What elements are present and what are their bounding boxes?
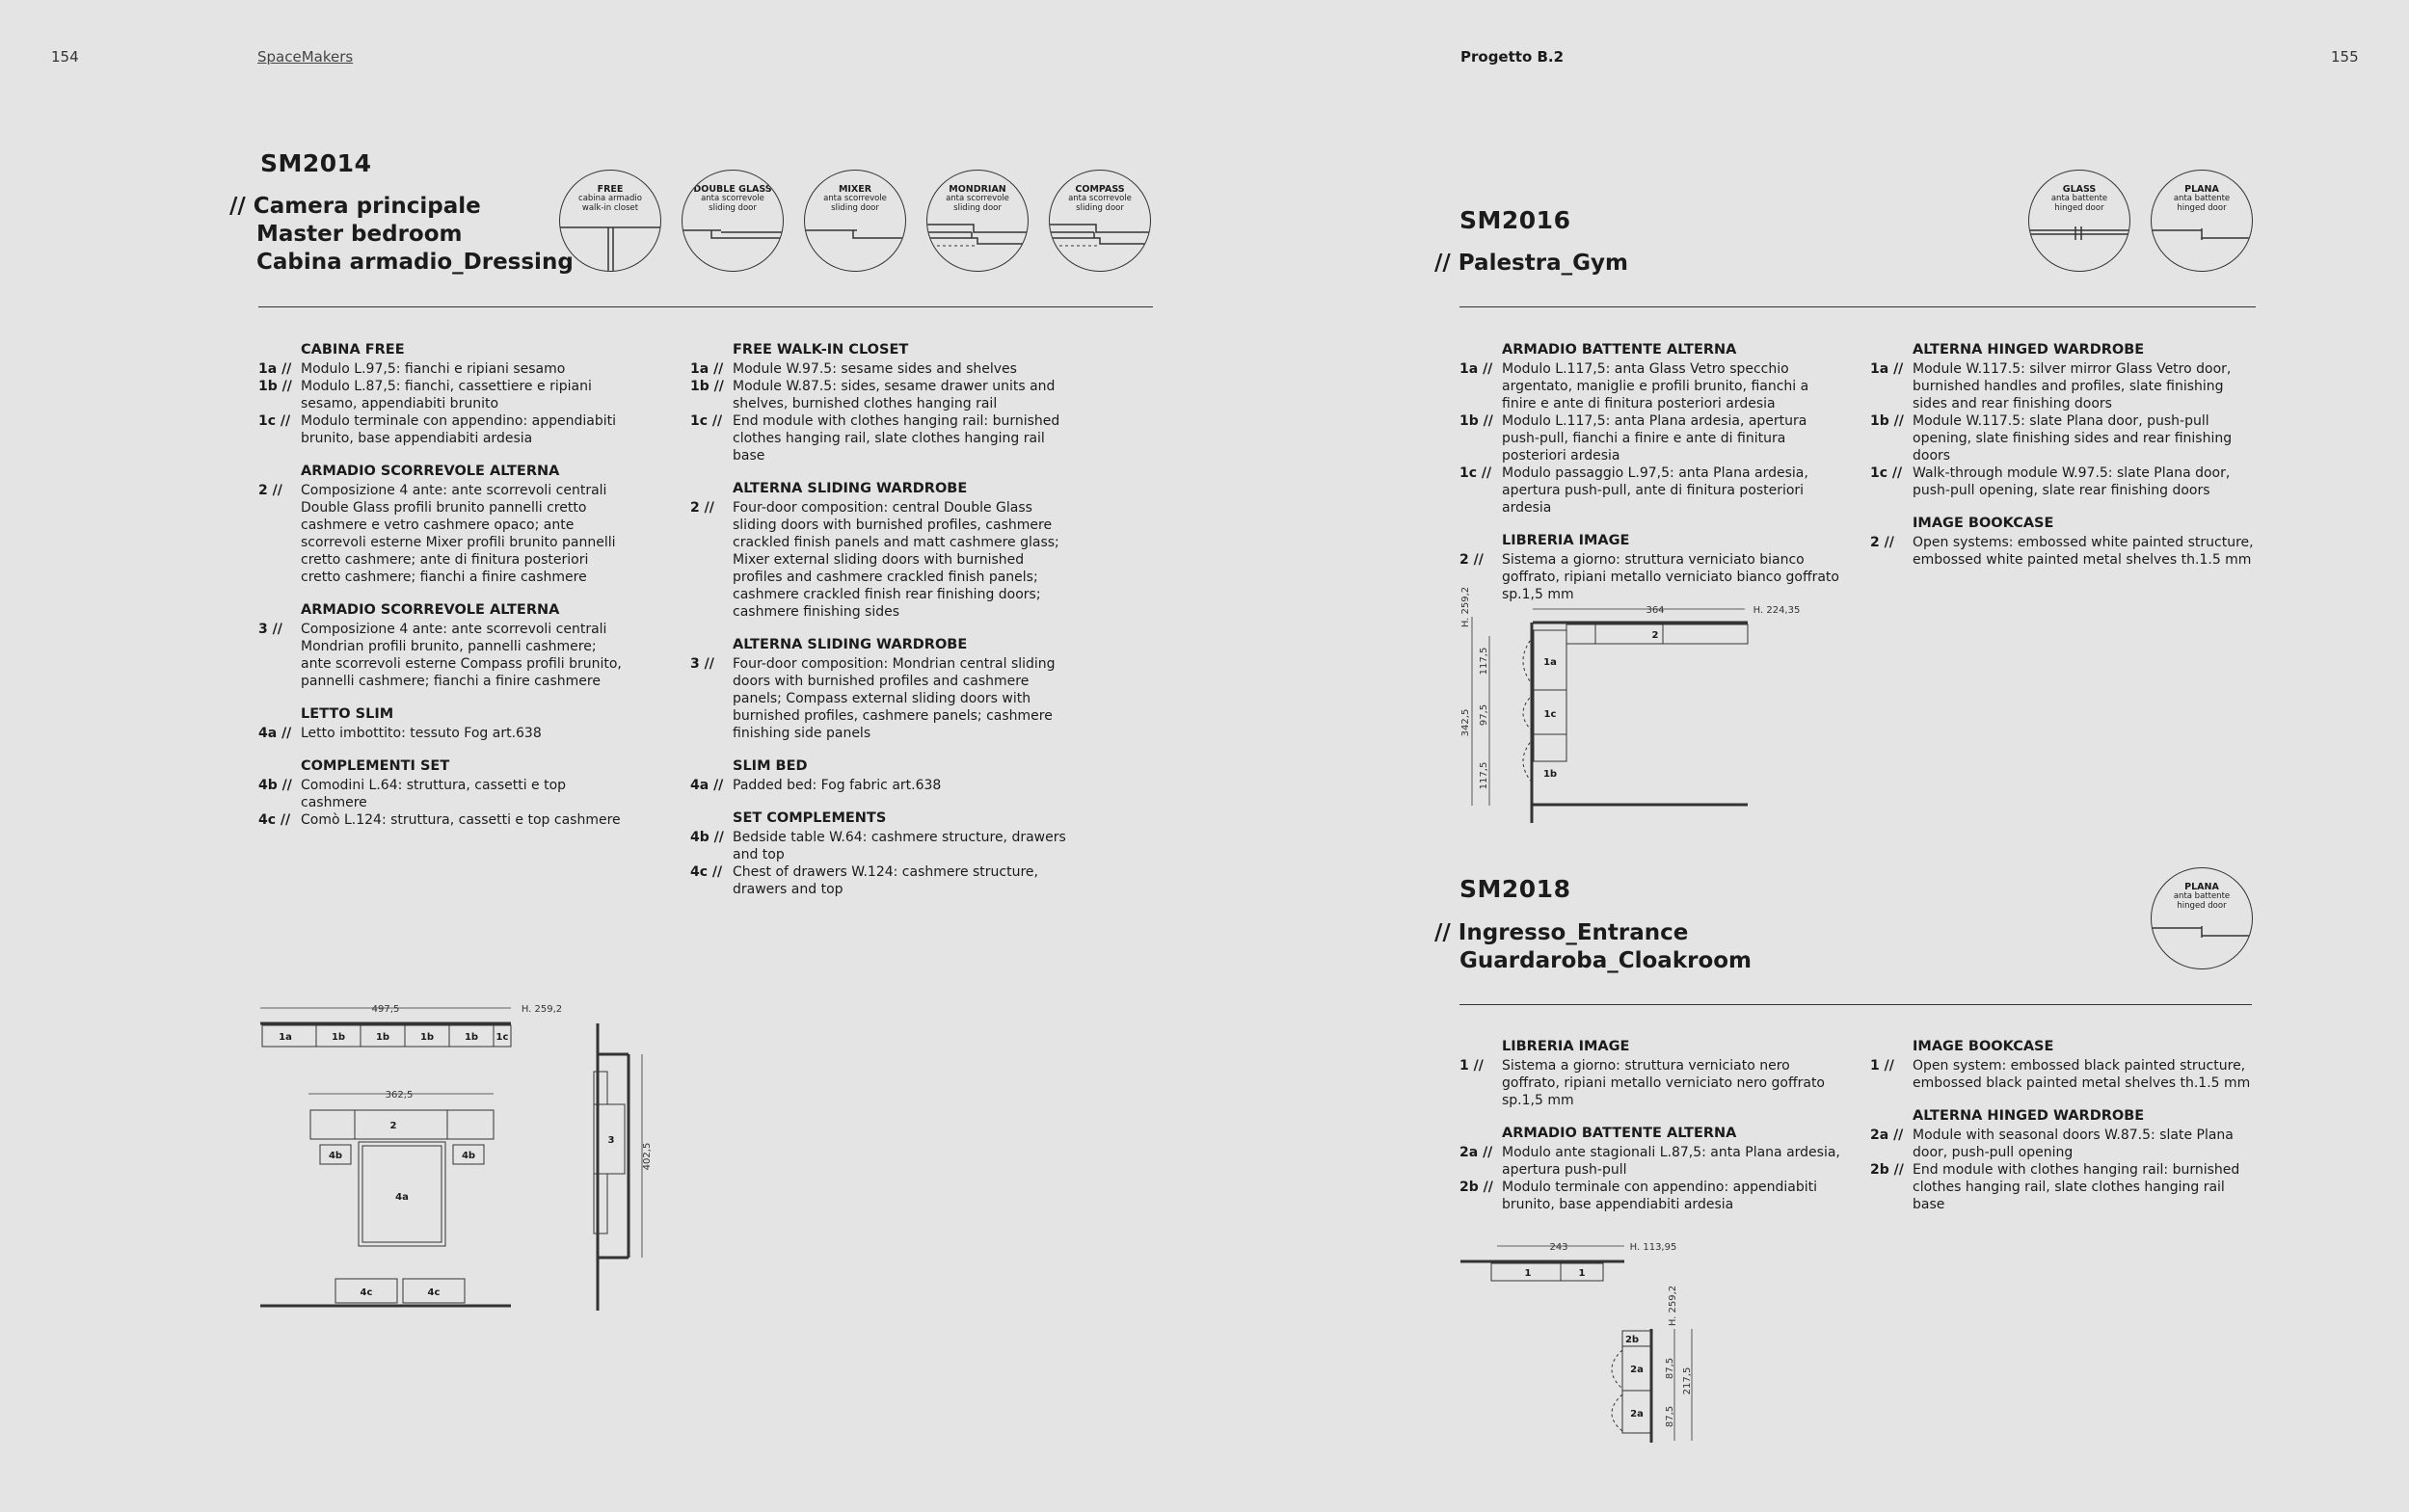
spec-section: [258, 463, 625, 586]
sm2018-floor-plan: [1451, 1229, 1740, 1450]
door-desc: cabina armadio walk-in closet: [578, 194, 642, 213]
sm2016-divider: [1459, 306, 2256, 307]
item-text: Module W.97.5: sesame sides and shelves: [733, 361, 1017, 377]
spec-item: [258, 621, 625, 690]
mondrian-door-icon: [927, 171, 1028, 271]
item-text: Sistema a giorno: struttura verniciato nero goffrato, ripiani metallo verniciato nero goffrato sp.1,5 mm: [1502, 1058, 1825, 1108]
item-text: Comodini L.64: struttura, cassetti e top cashmere: [301, 778, 567, 810]
item-number: 1c //: [1459, 465, 1492, 481]
section-title: IMAGE BOOKCASE: [1913, 516, 2054, 531]
item-text: End module with clothes hanging rail: burnished clothes hanging rail, slate clothes hanging rail base: [733, 413, 1060, 464]
spec-item: [1459, 360, 1845, 412]
section-title: ALTERNA SLIDING WARDROBE: [733, 637, 968, 652]
dim-bed: 362,5: [385, 1090, 414, 1101]
item-number: 1c //: [690, 413, 723, 429]
module-label: 1b: [1542, 769, 1558, 780]
item-text: Module W.87.5: sides, sesame drawer units and shelves, burnished clothes hanging rail: [733, 379, 1056, 411]
dim-seg: 87,5: [1665, 1357, 1675, 1380]
item-number: 4b //: [258, 778, 292, 793]
plana-door-icon: [2152, 868, 2252, 968]
sm2014-code: SM2014: [260, 149, 372, 177]
spec-section: [690, 636, 1076, 742]
spec-section: [690, 809, 1076, 898]
item-text: Modulo passaggio L.97,5: anta Plana ardesia, apertura push-pull, ante di finitura posteriori ardesia: [1502, 465, 1808, 516]
item-number: 2 //: [1459, 552, 1484, 568]
module-label: 2: [1651, 630, 1659, 641]
spec-item: [1870, 1161, 2256, 1213]
section-title: LIBRERIA IMAGE: [1502, 1039, 1630, 1054]
plana-door-icon: [2152, 171, 2252, 271]
spec-item: [258, 777, 625, 811]
item-number: 1a //: [258, 361, 292, 377]
item-number: 2 //: [258, 483, 282, 498]
sm2016-code: SM2016: [1459, 206, 1571, 234]
item-text: Module W.117.5: silver mirror Glass Vetro door, burnished handles and profiles, slate finishing sides and rear finishing doors: [1913, 361, 2232, 411]
spec-section: [258, 757, 625, 829]
spec-section: [690, 480, 1076, 621]
door-desc: anta scorrevole sliding door: [1068, 194, 1132, 213]
door-name: COMPASS: [1075, 184, 1125, 195]
sm2014-title-line2: Master bedroom: [256, 222, 463, 247]
sm2018-italian-column: [1459, 1038, 1845, 1229]
spec-item: [690, 863, 1076, 898]
module-label: 1b: [331, 1032, 346, 1043]
sm2016-italian-column: [1459, 341, 1845, 619]
item-text: Modulo L.87,5: fianchi, cassettiere e ripiani sesamo, appendiabiti brunito: [301, 379, 592, 411]
spec-section: [1870, 1107, 2256, 1213]
item-text: Composizione 4 ante: ante scorrevoli centrali Double Glass profili brunito pannelli cretto cashmere e vetro cashmere opaco; ante scorrevoli esterne Mixer profili brunito pannelli cretto cashmere; ante di finitura posteriori cretto cashmere; fianchi a finire cashmere: [301, 483, 616, 585]
spec-item: [690, 829, 1076, 863]
door-name: PLANA: [2184, 882, 2219, 892]
item-text: Comò L.124: struttura, cassetti e top cashmere: [301, 812, 621, 828]
item-text: Open system: embossed black painted structure, embossed black painted metal shelves th.1.5 mm: [1913, 1058, 2251, 1091]
sm2014-title-line3: Cabina armadio_Dressing: [256, 250, 574, 275]
item-number: 1 //: [1459, 1058, 1484, 1074]
item-text: Modulo L.117,5: anta Glass Vetro specchio argentato, maniglie e profili brunito, fianchi a finire e ante di finitura posteriori ardesia: [1502, 361, 1809, 411]
sm2014-english-column: [690, 341, 1076, 914]
dim-total: 217,5: [1682, 1366, 1693, 1395]
module-label: 2b: [1624, 1335, 1640, 1345]
sm2014-title-line1: // Camera principale: [229, 194, 481, 219]
item-text: Sistema a giorno: struttura verniciato bianco goffrato, ripiani metallo verniciato bianco goffrato sp.1,5 mm: [1502, 552, 1839, 602]
item-number: 2a //: [1870, 1127, 1904, 1143]
left-page-number: 154: [51, 48, 79, 66]
compass-door-icon: [1050, 171, 1150, 271]
item-number: 4b //: [690, 830, 724, 845]
brand-link[interactable]: SpaceMakers: [257, 48, 354, 66]
spec-item: [1459, 1179, 1845, 1213]
door-desc: anta battente hinged door: [2173, 891, 2231, 911]
item-number: 4c //: [690, 864, 723, 880]
spec-item: [690, 412, 1076, 464]
sm2018-title-line1: // Ingresso_Entrance: [1434, 920, 1689, 945]
spec-item: [1870, 1127, 2256, 1161]
item-number: 2 //: [690, 500, 714, 516]
item-number: 2b //: [1870, 1162, 1904, 1178]
dim-width: 497,5: [371, 1004, 400, 1015]
sm2016-floor-plan: [1451, 578, 1836, 829]
spec-item: [1870, 534, 2256, 569]
section-title: SLIM BED: [733, 758, 808, 774]
dim-height-2: H. 259,2: [1668, 1285, 1678, 1327]
item-text: Modulo L.117,5: anta Plana ardesia, apertura push-pull, fianchi a finire e ante di finitura posteriori ardesia: [1502, 413, 1807, 464]
module-label: 1a: [279, 1032, 292, 1043]
item-text: Module with seasonal doors W.87.5: slate Plana door, push-pull opening: [1913, 1127, 2234, 1160]
spec-item: [1870, 464, 2256, 499]
spec-section: [1459, 1038, 1845, 1109]
spec-section: [258, 341, 625, 447]
spec-item: [690, 378, 1076, 412]
item-text: Letto imbottito: tessuto Fog art.638: [301, 726, 542, 741]
section-title: ARMADIO BATTENTE ALTERNA: [1502, 342, 1737, 358]
module-label: 4b: [328, 1151, 343, 1161]
dim-seg: 97,5: [1479, 703, 1489, 727]
item-number: 2a //: [1459, 1145, 1493, 1160]
door-type-glass: [2028, 170, 2130, 272]
spec-item: [1459, 1057, 1845, 1109]
module-label: 2: [389, 1121, 397, 1131]
item-text: Bedside table W.64: cashmere structure, drawers and top: [733, 830, 1066, 862]
spec-item: [690, 655, 1076, 742]
dim-seg: 87,5: [1665, 1405, 1675, 1428]
item-text: End module with clothes hanging rail: burnished clothes hanging rail, slate clothes hanging rail base: [1913, 1162, 2240, 1212]
dim-width: 243: [1549, 1242, 1568, 1253]
section-title: ARMADIO SCORREVOLE ALTERNA: [301, 602, 560, 618]
door-desc: anta scorrevole sliding door: [823, 194, 887, 213]
module-label: 4a: [395, 1192, 409, 1203]
item-text: Module W.117.5: slate Plana door, push-pull opening, slate finishing sides and rear finishing doors: [1913, 413, 2233, 464]
door-desc: anta battente hinged door: [2050, 194, 2108, 213]
door-type-mixer: [804, 170, 906, 272]
mixer-door-icon: [805, 171, 905, 271]
sm2016-title-line1: // Palestra_Gym: [1434, 251, 1628, 276]
module-label: 1b: [419, 1032, 435, 1043]
item-number: 1b //: [258, 379, 292, 394]
item-number: 1b //: [1459, 413, 1493, 429]
spec-item: [258, 811, 625, 829]
dim-height: H. 224,35: [1753, 605, 1801, 616]
door-name: MIXER: [838, 184, 872, 195]
module-label: 4b: [461, 1151, 476, 1161]
spec-item: [258, 725, 625, 742]
item-number: 1c //: [1870, 465, 1903, 481]
double-glass-door-icon: [683, 171, 783, 271]
door-type-compass: [1049, 170, 1151, 272]
sm2014-divider: [258, 306, 1153, 307]
spec-item: [690, 360, 1076, 378]
item-number: 1a //: [1870, 361, 1904, 377]
sm2018-divider: [1459, 1004, 2252, 1005]
door-desc: anta battente hinged door: [2173, 194, 2231, 213]
spec-section: [258, 601, 625, 690]
item-text: Modulo terminale con appendino: appendiabiti brunito, base appendiabiti ardesia: [1502, 1180, 1818, 1212]
dim-width: 364: [1646, 605, 1665, 616]
item-number: 1 //: [1870, 1058, 1894, 1074]
spec-section: [690, 341, 1076, 464]
module-label: 1c: [1543, 709, 1557, 720]
spec-item: [1459, 464, 1845, 517]
item-text: Modulo terminale con appendino: appendiabiti brunito, base appendiabiti ardesia: [301, 413, 617, 446]
door-type-plana: [2151, 867, 2253, 969]
door-name: MONDRIAN: [949, 184, 1006, 195]
spec-item: [690, 499, 1076, 621]
dim-height: H. 259,2: [521, 1004, 563, 1015]
dim-total: 342,5: [1460, 708, 1471, 737]
spec-section: [690, 757, 1076, 794]
dim-seg: 117,5: [1479, 647, 1489, 676]
item-text: Modulo ante stagionali L.87,5: anta Plana ardesia, apertura push-pull: [1502, 1145, 1840, 1178]
item-text: Composizione 4 ante: ante scorrevoli centrali Mondrian profili brunito, pannelli cashmere; ante scorrevoli esterne Compass profili brunito, pannelli cashmere; fianchi a finire cashmere: [301, 622, 622, 689]
sm2018-title: [1434, 919, 1753, 975]
spec-item: [1459, 412, 1845, 464]
sm2016-title: [1434, 250, 1628, 278]
item-number: 1a //: [1459, 361, 1493, 377]
section-title: ARMADIO SCORREVOLE ALTERNA: [301, 464, 560, 479]
sm2016-english-column: [1870, 341, 2256, 584]
item-text: Open systems: embossed white painted structure, embossed white painted metal shelves th.1.5 mm: [1913, 535, 2254, 568]
spec-item: [1870, 412, 2256, 464]
module-label: 3: [607, 1135, 615, 1146]
item-number: 4c //: [258, 812, 291, 828]
door-name: GLASS: [2062, 184, 2097, 195]
section-title: LIBRERIA IMAGE: [1502, 533, 1630, 548]
item-number: 2 //: [1870, 535, 1894, 550]
item-text: Chest of drawers W.124: cashmere structure, drawers and top: [733, 864, 1038, 897]
sm2018-english-column: [1870, 1038, 2256, 1229]
section-title: ALTERNA HINGED WARDROBE: [1913, 1108, 2145, 1124]
spec-section: [1870, 1038, 2256, 1092]
module-label: 2a: [1630, 1409, 1644, 1419]
section-title: ARMADIO BATTENTE ALTERNA: [1502, 1126, 1737, 1141]
door-desc: anta scorrevole sliding door: [701, 194, 764, 213]
dim-height: H. 113,95: [1629, 1242, 1677, 1253]
spec-item: [258, 360, 625, 378]
item-text: Four-door composition: Mondrian central sliding doors with burnished profiles and cashmere panels; Compass external sliding doors with burnished profiles, cashmere panels; cashmere finishing side panels: [733, 656, 1056, 741]
sm2014-italian-column: [258, 341, 625, 844]
spec-item: [690, 777, 1076, 794]
item-text: Walk-through module W.97.5: slate Plana door, push-pull opening, slate rear finishing doors: [1913, 465, 2231, 498]
spec-section: [1870, 515, 2256, 569]
spec-item: [1870, 360, 2256, 412]
door-desc: anta scorrevole sliding door: [946, 194, 1009, 213]
right-page-number: 155: [2331, 48, 2359, 66]
module-label: 1a: [1543, 657, 1557, 668]
spec-item: [258, 482, 625, 586]
spec-section: [258, 705, 625, 742]
module-label: 1b: [464, 1032, 479, 1043]
door-type-double-glass: [682, 170, 784, 272]
spec-section: [1459, 341, 1845, 517]
item-number: 1b //: [690, 379, 724, 394]
item-number: 2b //: [1459, 1180, 1493, 1195]
item-text: Four-door composition: central Double Glass sliding doors with burnished profiles, cashmere crackled finish panels and matt cashmere glass; Mixer external sliding doors with burnished profiles and cashmere crackled finish panels; cashmere crackled finish rear finishing doors; cashmere finishing sides: [733, 500, 1059, 620]
section-title: SET COMPLEMENTS: [733, 810, 887, 826]
section-title: ALTERNA HINGED WARDROBE: [1913, 342, 2145, 358]
door-name: PLANA: [2184, 184, 2219, 195]
item-number: 1b //: [1870, 413, 1904, 429]
item-number: 4a //: [258, 726, 292, 741]
spec-item: [258, 412, 625, 447]
project-label: Progetto B.2: [1460, 48, 1565, 66]
sm2018-code: SM2018: [1459, 875, 1571, 903]
module-label: 1b: [375, 1032, 390, 1043]
item-number: 1c //: [258, 413, 291, 429]
sm2014-floor-plan: [253, 993, 686, 1320]
dim-height-2: H. 259,2: [1460, 586, 1471, 628]
door-type-mondrian: [926, 170, 1029, 272]
item-number: 1a //: [690, 361, 724, 377]
item-text: Padded bed: Fog fabric art.638: [733, 778, 942, 793]
spec-item: [1459, 1144, 1845, 1179]
spec-item: [258, 378, 625, 412]
section-title: ALTERNA SLIDING WARDROBE: [733, 481, 968, 496]
module-label: 1: [1578, 1268, 1586, 1279]
item-number: 3 //: [690, 656, 714, 672]
door-type-plana: [2151, 170, 2253, 272]
door-type-free: [559, 170, 661, 272]
spec-section: [1459, 1125, 1845, 1213]
section-title: COMPLEMENTI SET: [301, 758, 450, 774]
item-number: 3 //: [258, 622, 282, 637]
spec-section: [1870, 341, 2256, 499]
module-label: 1: [1524, 1268, 1532, 1279]
sm2018-title-line2: Guardaroba_Cloakroom: [1459, 948, 1753, 973]
spec-item: [1870, 1057, 2256, 1092]
module-label: 1c: [495, 1032, 509, 1043]
section-title: FREE WALK-IN CLOSET: [733, 342, 909, 358]
section-title: LETTO SLIM: [301, 706, 394, 722]
dim-seg: 117,5: [1479, 761, 1489, 790]
glass-door-icon: [2029, 171, 2129, 271]
free-door-icon: [560, 171, 660, 271]
section-title: CABINA FREE: [301, 342, 405, 358]
door-name: FREE: [597, 184, 624, 195]
door-name: DOUBLE GLASS: [693, 184, 772, 195]
dim-side: 402,5: [642, 1142, 653, 1171]
module-label: 4c: [360, 1287, 373, 1298]
item-number: 4a //: [690, 778, 724, 793]
module-label: 2a: [1630, 1365, 1644, 1375]
section-title: IMAGE BOOKCASE: [1913, 1039, 2054, 1054]
sm2014-title: [229, 193, 574, 277]
item-text: Modulo L.97,5: fianchi e ripiani sesamo: [301, 361, 566, 377]
module-label: 4c: [427, 1287, 441, 1298]
